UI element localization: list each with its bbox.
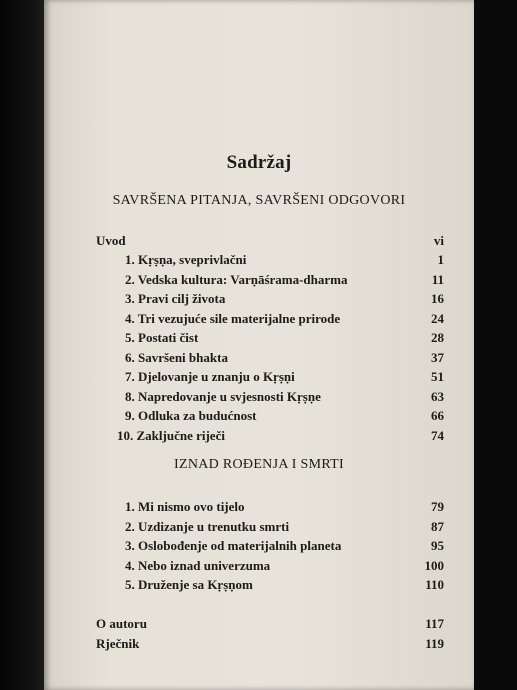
toc-entry-page: 24 [431, 310, 444, 326]
toc-entry-about-author [96, 614, 444, 634]
contents-heading: Sadržaj [226, 152, 292, 173]
toc-entry-page: 110 [425, 577, 444, 592]
toc-entry [125, 556, 444, 576]
toc-entry-page: 95 [431, 538, 444, 553]
toc-entry-page: 11 [431, 271, 444, 287]
toc-entry-label: 8. Napredovanje u svjesnosti Kṛṣṇe [125, 388, 321, 404]
toc-entry [125, 387, 444, 407]
toc-entry-page: 119 [425, 635, 444, 651]
toc-entry [125, 328, 444, 348]
toc-entry-page: 16 [431, 291, 444, 306]
toc-entry-label: 4. Tri vezujuće sile materijalne prirode [125, 310, 341, 326]
part-one-title: SAVRŠENA PITANJA, SAVRŠENI ODGOVORI [112, 193, 406, 208]
toc-entry [125, 497, 444, 517]
toc-entry [125, 367, 444, 387]
toc-entry [125, 536, 444, 556]
toc-entry-page: 63 [431, 388, 444, 404]
toc-entry [117, 426, 444, 446]
toc-entry-page: 28 [431, 330, 444, 345]
toc-entry-label: 1. Mi nismo ovo tijelo [125, 499, 245, 514]
dark-background-right [474, 0, 517, 690]
toc-entry-page: 1 [437, 252, 444, 267]
toc-entry-page: 117 [425, 616, 444, 631]
toc-entry-glossary [96, 634, 444, 654]
toc-entry-label: 6. Savršeni bhakta [125, 349, 228, 365]
toc-entry-label: 3. Oslobođenje od materijalnih planeta [125, 538, 342, 553]
toc-entry-label: Rječnik [96, 635, 140, 651]
toc-entry-label: O autoru [96, 616, 147, 631]
toc-entry-label: 2. Vedska kultura: Varṇāśrama-dharma [125, 271, 348, 287]
toc-entry-label: 2. Uzdizanje u trenutku smrti [125, 518, 290, 534]
book-page [44, 0, 474, 690]
toc-entry [125, 517, 444, 537]
toc-entry [125, 289, 444, 309]
toc-entry-label: 10. Zaključne riječi [117, 427, 225, 443]
toc-entry-page: 87 [431, 518, 444, 534]
toc-entry [125, 406, 444, 426]
part-two-title: IZNAD ROĐENJA I SMRTI [174, 457, 344, 472]
toc-entry [125, 575, 444, 595]
toc-entry-label: 3. Pravi cilj života [125, 291, 226, 306]
toc-entry-page: 74 [431, 427, 444, 443]
toc-entry-page: vi [433, 233, 444, 248]
dark-background-left [0, 0, 46, 690]
toc-entry-page: 66 [431, 408, 444, 423]
toc-entry [125, 309, 444, 329]
toc-entry [125, 250, 444, 270]
toc-entry-page: 51 [431, 369, 444, 384]
toc-entry-label: 5. Druženje sa Kṛṣṇom [125, 577, 253, 592]
toc-entry [125, 348, 444, 368]
toc-entry-label: 5. Postati čist [125, 330, 199, 345]
toc-entry-page: 79 [431, 499, 444, 514]
toc-entry-label: 9. Odluka za budućnost [125, 408, 257, 423]
toc-entry-label: 4. Nebo iznad univerzuma [125, 557, 271, 573]
toc-entry-label: 1. Kṛṣṇa, sveprivlačni [125, 252, 247, 267]
toc-entry-page: 100 [424, 557, 444, 573]
toc-entry-label: Uvod [96, 233, 126, 248]
toc-entry-intro [96, 231, 444, 251]
toc-entry-label: 7. Djelovanje u znanju o Kṛṣṇi [125, 369, 295, 384]
toc-entry-page: 37 [431, 349, 444, 365]
toc-entry [125, 270, 444, 290]
